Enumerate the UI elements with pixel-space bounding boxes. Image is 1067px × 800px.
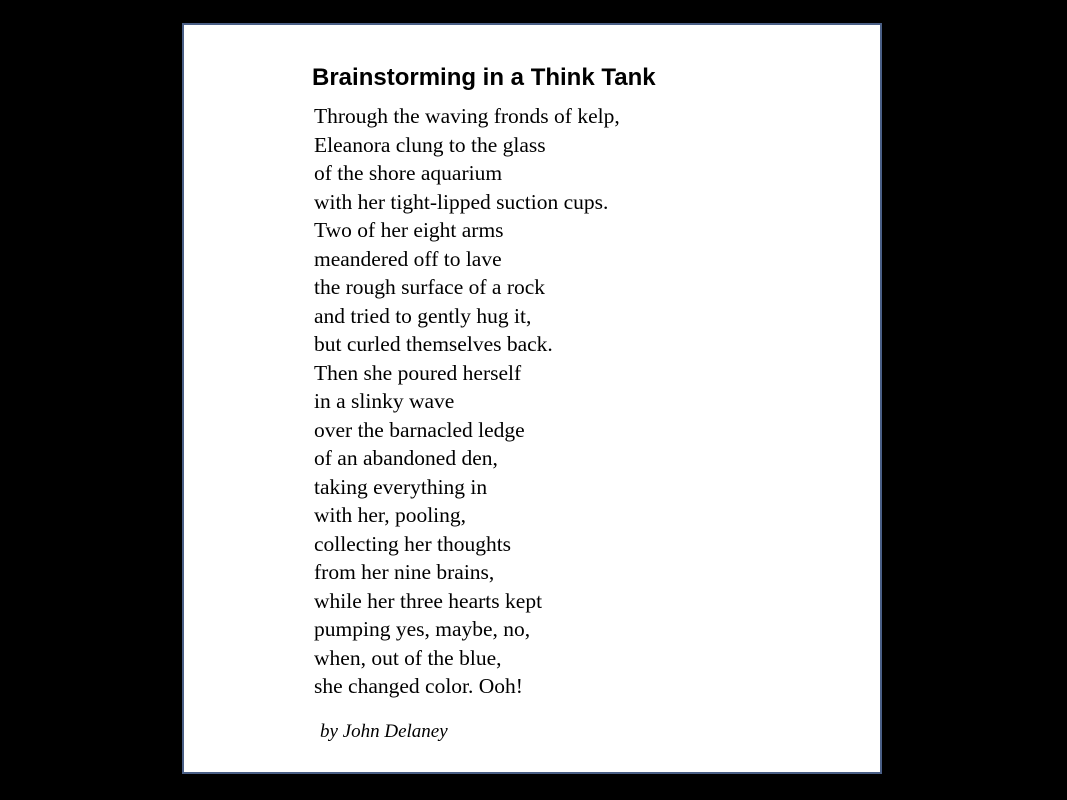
poem-title: Brainstorming in a Think Tank: [312, 64, 656, 91]
poem-byline: by John Delaney: [320, 721, 448, 742]
poem-line: and tried to gently hug it,: [314, 303, 532, 328]
poem-line: she changed color. Ooh!: [314, 674, 523, 698]
poem-line: Two of her eight arms: [314, 218, 504, 242]
poem-page: [182, 23, 882, 774]
poem-line: Then she poured herself: [314, 360, 522, 385]
poem-line: over the barnacled ledge: [314, 417, 525, 442]
poem-line: while her three hearts kept: [314, 588, 543, 613]
poem-line: the rough surface of a rock: [314, 275, 546, 299]
poem-line: taking everything in: [314, 474, 488, 499]
poem-line: pumping yes, maybe, no,: [314, 617, 531, 641]
poem-line: of an abandoned den,: [314, 446, 498, 470]
poem-line: of the shore aquarium: [314, 161, 503, 185]
poem-line: in a slinky wave: [314, 389, 455, 413]
poem-line: with her, pooling,: [314, 503, 467, 527]
poem-line: from her nine brains,: [314, 560, 495, 584]
poem-line: but curled themselves back.: [314, 332, 553, 356]
poem-line: collecting her thoughts: [314, 531, 512, 556]
poem-line: meandered off to lave: [314, 246, 502, 271]
poem-line: Through the waving fronds of kelp,: [314, 104, 620, 128]
poem-line: Eleanora clung to the glass: [314, 132, 546, 157]
poem-line: with her tight-lipped suction cups.: [314, 189, 609, 214]
poem-line: when, out of the blue,: [314, 645, 502, 670]
poem-body: [314, 102, 620, 701]
